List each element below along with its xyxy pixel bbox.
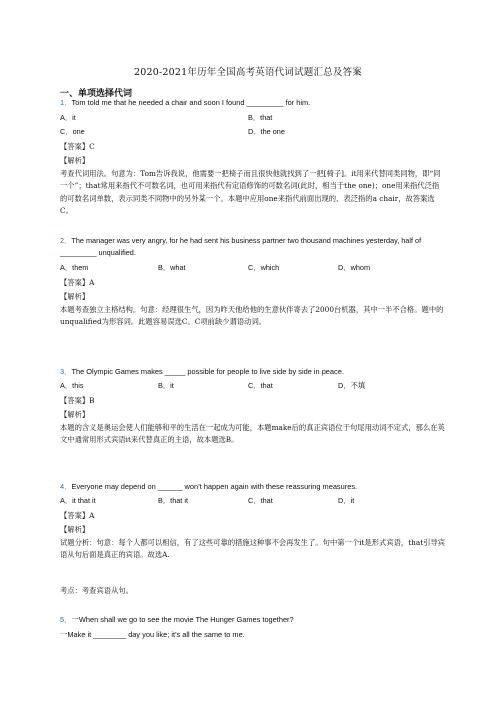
analysis-text: 试题分析：句意：每个人都可以相信，有了这些可靠的措施这种事不会再发生了。句中第一个it是形式宾语，that引导宾语从句后面是真正的宾语。故选A. bbox=[60, 538, 446, 560]
option-c: C．which bbox=[248, 263, 280, 272]
question-4-stem bbox=[60, 481, 357, 492]
option-d: D．it bbox=[338, 496, 355, 505]
analysis-text: 本题考查独立主格结构。句意：经理很生气，因为昨天他给他的生意伙伴寄去了2000台机器，其中一半不合格。题中的unqualified为形容词。此题容易误选C。C项前缺少谓语动词。 bbox=[60, 305, 444, 327]
option-a: A．them bbox=[60, 263, 89, 272]
option-a: A．this bbox=[60, 381, 84, 390]
question-text: Everyone may depend on ______ won’t happen again with these reassuring measures. bbox=[71, 482, 358, 491]
question-5-stem-line2: 一Make it ________ day you like; it’s all the same to me. bbox=[60, 630, 245, 639]
question-number: 5． bbox=[60, 615, 72, 624]
option-b: B．what bbox=[158, 263, 186, 272]
section-heading: 一、单项选择代词 bbox=[60, 89, 133, 99]
question-2-stem bbox=[60, 235, 446, 260]
question-text: The Olympic Games makes _____ possible for people to live side by side in peace. bbox=[71, 367, 344, 376]
option-c: C．that bbox=[248, 381, 273, 390]
option-c: C．one bbox=[60, 127, 85, 136]
question-number: 4． bbox=[60, 482, 72, 491]
question-number: 1． bbox=[60, 98, 72, 107]
option-d: D．不填 bbox=[338, 381, 366, 390]
option-d: D．whom bbox=[338, 263, 371, 272]
option-b: B．it bbox=[158, 381, 174, 390]
analysis-text: 考查代词用法。句意为：Tom告诉我说，他需要一把椅子而且很快他就找到了一把[椅子]。it用来代替同类同物，即“同一个”；that常用来指代不可数名词，也可用来指代有定语修饰的可数名词(此时，相当于the one)；one用来指代泛指的可数名词单数，表示同类不同物中的另外某一个。本题中应用one来指代前面出现的、表泛指的a chair，故答案选C。 bbox=[60, 169, 441, 216]
answer-label: 【答案】A bbox=[60, 511, 95, 520]
analysis-label: 【解析】 bbox=[60, 410, 90, 419]
document-title: 2020-2021年历年全国高考英语代词试题汇总及答案 bbox=[134, 67, 362, 78]
option-b: B．that it bbox=[158, 496, 189, 505]
option-b: B．that bbox=[248, 113, 273, 122]
answer-label: 【答案】C bbox=[60, 142, 95, 151]
question-number: 2． bbox=[60, 236, 72, 245]
question-text: The manager was very angry, for he had sent his business partner two thousand machines yesterday, half of _________ unqualified. bbox=[60, 236, 422, 258]
question-text: 一When shall we go to see the movie The Hunger Games together? bbox=[71, 615, 294, 624]
question-1-stem bbox=[60, 97, 310, 108]
question-3-stem bbox=[60, 366, 344, 377]
option-c: C．that bbox=[248, 496, 273, 505]
analysis-label: 【解析】 bbox=[60, 292, 90, 301]
analysis-text: 本题的含义是奥运会使人们能够和平的生活在一起成为可能，本题make后的真正宾语位于句尾用动词不定式，那么在英文中通常用形式宾语it来代替真正的主语，故本题选B。 bbox=[60, 423, 445, 445]
question-text: Tom told me that he needed a chair and soon I found _________ for him. bbox=[71, 98, 311, 107]
question-number: 3． bbox=[60, 367, 72, 376]
answer-label: 【答案】B bbox=[60, 396, 95, 405]
analysis-label: 【解析】 bbox=[60, 525, 90, 534]
option-d: D．the one bbox=[248, 127, 285, 136]
option-a: A．it that it bbox=[60, 496, 96, 505]
option-a: A．it bbox=[60, 113, 76, 122]
question-5-stem bbox=[60, 614, 294, 625]
analysis-label: 【解析】 bbox=[60, 156, 90, 165]
answer-label: 【答案】A bbox=[60, 278, 95, 287]
test-point: 考点：考查宾语从句。 bbox=[60, 586, 133, 595]
